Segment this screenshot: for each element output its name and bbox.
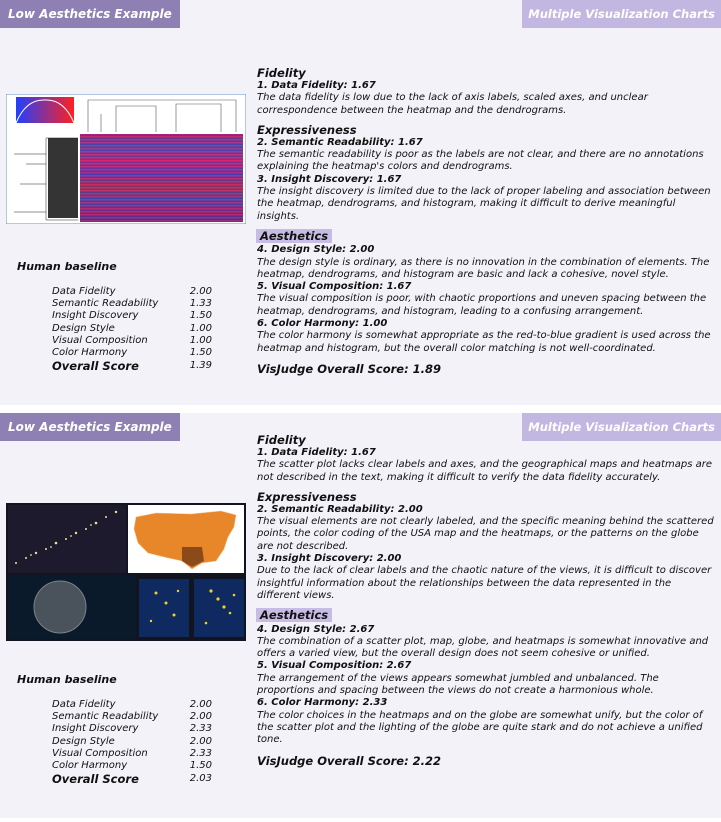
tag-low-aesthetics: Low Aesthetics Example: [0, 0, 180, 28]
tag-chart-type: Multiple Visualization Charts: [522, 0, 721, 28]
aesthetics-heading: Aesthetics: [256, 229, 332, 243]
score-row: Visual Composition 1.00: [52, 334, 212, 346]
dimension-title: 6. Color Harmony: 2.33: [257, 697, 388, 709]
dimension-title: 4. Design Style: 2.67: [257, 623, 375, 635]
visjudge-review: [257, 433, 715, 767]
human-baseline-table: [52, 699, 212, 786]
expressiveness-heading: Expressiveness: [257, 122, 357, 137]
score-row: Semantic Readability 2.00: [52, 711, 212, 723]
score-row: Color Harmony 1.50: [52, 346, 212, 358]
dimension-text: The arrangement of the views appears somewhat jumbled and unbalanced. The proportions and spacing between the views do not create a harmonious whole.: [257, 672, 659, 697]
score-row: Color Harmony 1.50: [52, 759, 212, 771]
dimension-text: The design style is ordinary, as there is no innovation in the combination of elements. The heatmap, dendrograms, and histogram are basic and lack a cohesive, novel style.: [257, 256, 710, 280]
overall-score-row: Overall Score 2.03: [52, 772, 212, 787]
heatmap-dendrogram-thumbnail: [6, 94, 246, 224]
expressiveness-heading: Expressiveness: [257, 489, 357, 504]
dimension-text: The visual elements are not clearly labeled, and the specific meaning behind the scattered points, the color coding of the USA map and the heatmaps, or the patterns on the globe are not described.: [257, 516, 714, 552]
dimension-title: 1. Data Fidelity: 1.67: [257, 447, 376, 458]
dimension-title: 3. Insight Discovery: 2.00: [257, 553, 402, 565]
human-baseline-title: Human baseline: [17, 260, 117, 273]
dimension-text: Due to the lack of clear labels and the chaotic nature of the views, it is difficult to discover insightful information about the relationships between the data represented in the different views.: [257, 565, 712, 601]
dimension-text: The color choices in the heatmaps and on the globe are somewhat unify, but the color of the scatter plot and the lighting of the globe are quite stark and do not achieve a unified tone.: [257, 709, 703, 746]
example-panel-2: [0, 413, 721, 818]
visjudge-overall-score: VisJudge Overall Score: 2.22: [257, 753, 442, 768]
dimension-text: The semantic readability is poor as the labels are not clear, and there are no annotations explaining the heatmap's colors and dendrograms.: [257, 149, 704, 173]
human-baseline-title: Human baseline: [17, 673, 117, 686]
visjudge-review: [257, 66, 715, 375]
aesthetics-heading: Aesthetics: [256, 608, 332, 622]
score-row: Visual Composition 2.33: [52, 747, 212, 759]
example-panel-1: [0, 0, 721, 405]
score-row: Data Fidelity 2.00: [52, 699, 212, 710]
tag-chart-type: Multiple Visualization Charts: [522, 413, 721, 441]
dimension-text: The data fidelity is low due to the lack of axis labels, scaled axes, and unclear correspondence between the heatmap and the dendrograms.: [257, 92, 648, 116]
score-row: Insight Discovery 1.50: [52, 310, 212, 322]
overall-score-row: Overall Score 1.39: [52, 359, 212, 374]
visjudge-overall-score: VisJudge Overall Score: 1.89: [257, 361, 442, 376]
dimension-title: 2. Semantic Readability: 1.67: [257, 136, 423, 148]
dimension-text: The color harmony is somewhat appropriate as the red-to-blue gradient is used across the heatmap and histogram, but the overall color matching is not well-coordinated.: [257, 330, 711, 354]
dimension-text: The visual composition is poor, with chaotic proportions and uneven spacing between the heatmap, dendrograms, and histogram, leading to a confusing arrangement.: [257, 293, 707, 317]
dimension-title: 5. Visual Composition: 2.67: [257, 660, 412, 672]
score-row: Semantic Readability 1.33: [52, 298, 212, 310]
multi-view-thumbnail: [6, 503, 246, 641]
dimension-title: 1. Data Fidelity: 1.67: [257, 80, 376, 91]
dimension-title: 6. Color Harmony: 1.00: [257, 318, 388, 330]
dimension-text: The insight discovery is limited due to the lack of proper labeling and association between the heatmap, dendrograms, and histogram, making it difficult to derive meaningful insights.: [257, 186, 711, 222]
dimension-title: 3. Insight Discovery: 1.67: [257, 173, 402, 185]
score-row: Design Style 1.00: [52, 322, 212, 334]
dimension-text: The combination of a scatter plot, map, globe, and heatmaps is somewhat innovative and offers a varied view, but the overall design does not seem cohesive or unified.: [257, 635, 709, 660]
score-row: Insight Discovery 2.33: [52, 723, 212, 735]
human-baseline-table: [52, 286, 212, 373]
fidelity-heading: Fidelity: [257, 433, 306, 447]
score-row: Design Style 2.00: [52, 735, 212, 747]
score-row: Data Fidelity 2.00: [52, 286, 212, 297]
dimension-title: 2. Semantic Readability: 2.00: [257, 503, 423, 515]
dimension-title: 5. Visual Composition: 1.67: [257, 281, 412, 293]
fidelity-heading: Fidelity: [257, 66, 306, 80]
tag-low-aesthetics: Low Aesthetics Example: [0, 413, 180, 441]
dimension-text: The scatter plot lacks clear labels and axes, and the geographical maps and heatmaps are not described in the text, making it difficult to verify the data fidelity accurately.: [257, 459, 712, 483]
dimension-title: 4. Design Style: 2.00: [257, 244, 375, 256]
